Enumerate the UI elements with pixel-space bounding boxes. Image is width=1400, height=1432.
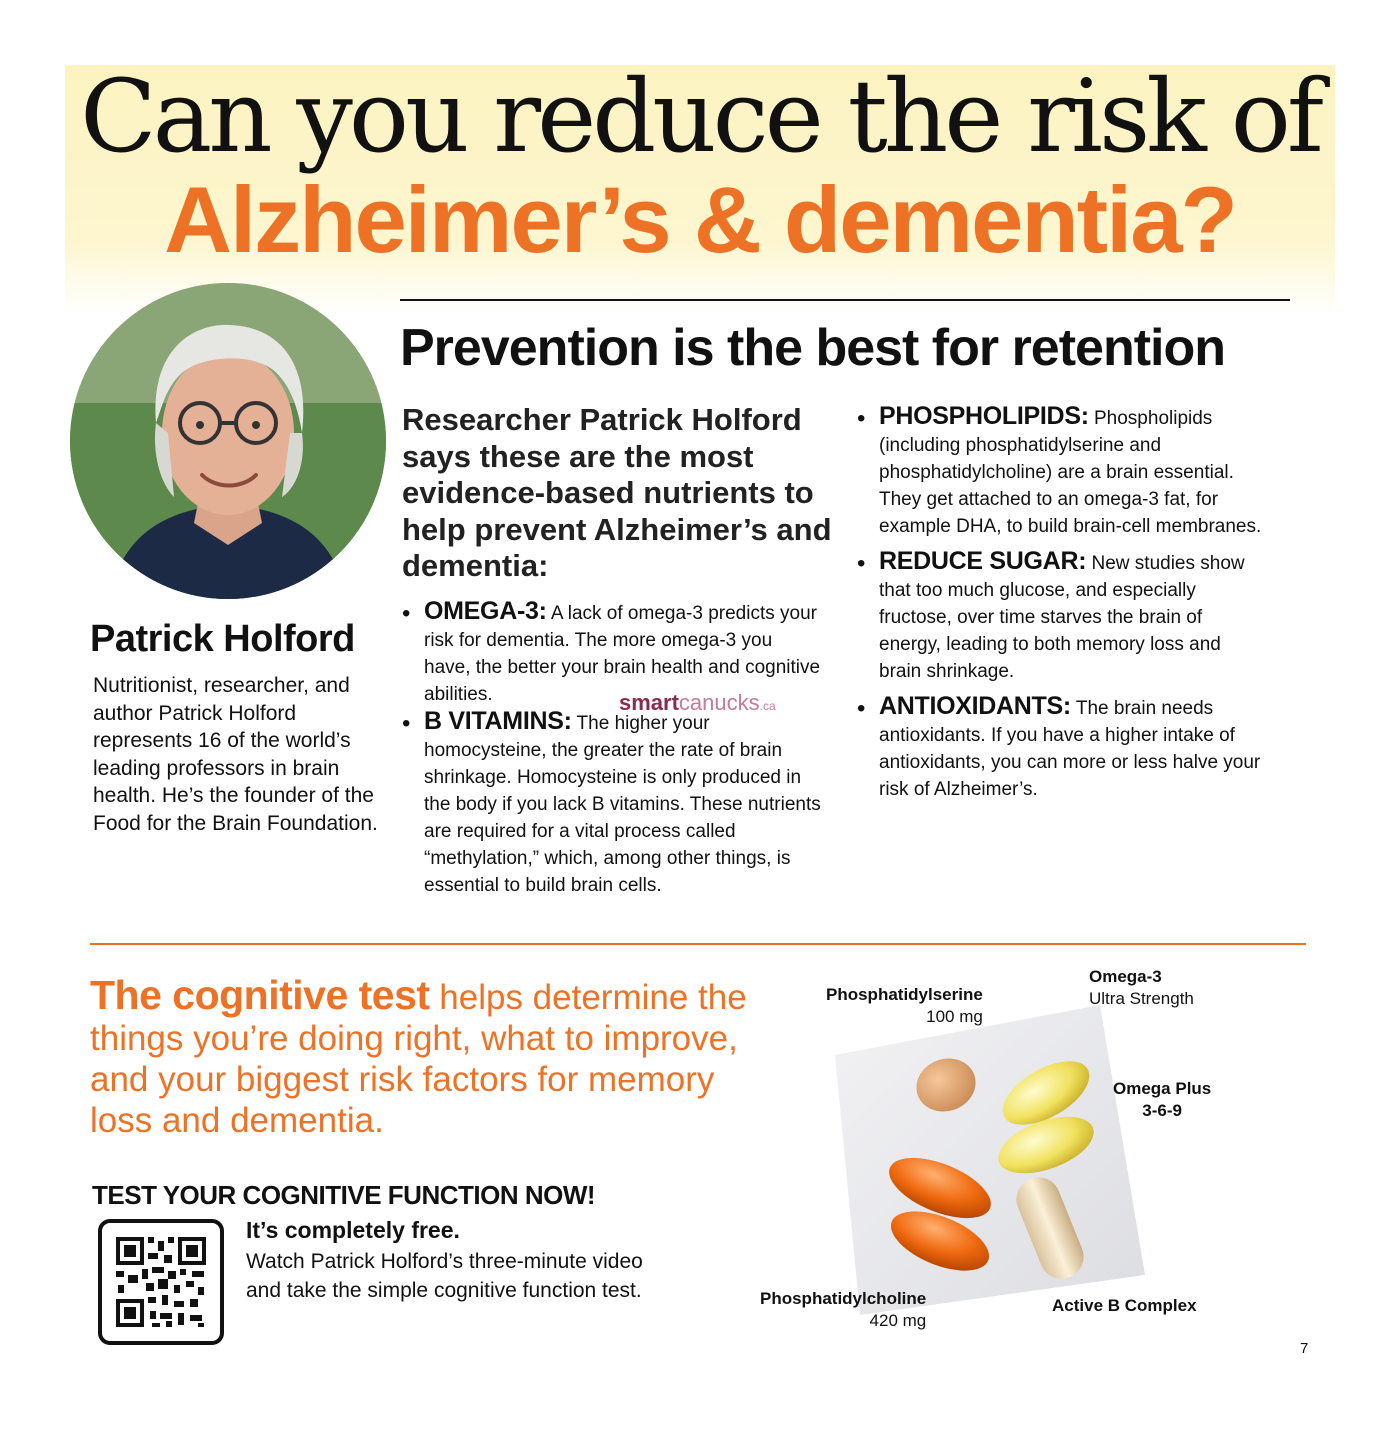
- person-bio: Nutritionist, researcher, and author Patrick Holford represents 16 of the world’s leading professors in brain health. He’s the founder of the Food for the Brain Foundation.: [93, 674, 378, 835]
- section-divider: [90, 943, 1306, 945]
- bullet-term: OMEGA-3:: [424, 597, 547, 625]
- label-phosphatidylserine: Phosphatidylserine 100 mg: [826, 985, 983, 1026]
- portrait-photo: [70, 283, 386, 599]
- bullet-term: REDUCE SUGAR:: [879, 547, 1087, 575]
- cta-heading: TEST YOUR COGNITIVE FUNCTION NOW!: [92, 1180, 596, 1210]
- nutrient-list-right: [857, 403, 1267, 803]
- free-note: It’s completely free.: [246, 1217, 460, 1243]
- label-active-b-complex: Active B Complex: [1052, 1296, 1197, 1315]
- bullet-term: B VITAMINS:: [424, 707, 572, 735]
- section-heading: Prevention is the best for retention: [400, 319, 1226, 377]
- promo-emphasis: The cognitive test: [90, 972, 430, 1018]
- bullet-text: The brain needs antioxidants. If you have a higher intake of antioxidants, you can more or less halve your risk of Alzheimer’s.: [879, 698, 1261, 800]
- list-item: [857, 403, 1267, 540]
- bullet-text: Phospholipids (including phosphatidylserine and phosphatidylcholine) are a brain essential. They get attached to an omega-3 fat, for example DHA, to build brain-cell membranes.: [879, 408, 1262, 537]
- headline-line-2: Alzheimer’s & dementia?: [164, 167, 1236, 272]
- label-omega-plus: Omega Plus 3-6-9: [1113, 1079, 1212, 1120]
- promo-rest: helps determine the things you’re doing right, what to improve, and your biggest risk factors for memory loss and dementia.: [90, 978, 747, 1140]
- headline-line-1: Can you reduce the risk of: [80, 58, 1320, 175]
- bullet-text: A lack of omega-3 predicts your risk for dementia. The more omega-3 you have, the better your brain health and cognitive abilities.: [424, 603, 821, 705]
- top-divider: [400, 299, 1290, 301]
- label-phosphatidylcholine: Phosphatidylcholine 420 mg: [760, 1289, 927, 1330]
- nutrient-list-left: [402, 598, 822, 899]
- bullet-text: The higher your homocysteine, the greater the rate of brain shrinkage. Homocysteine is only produced in the body if you lack B vitamins. These nutrients are required for a vital process called “methylation,” which, among other things, is essential to build brain cells.: [424, 713, 821, 896]
- qr-code[interactable]: [98, 1219, 224, 1345]
- list-item: [402, 708, 822, 899]
- bullet-term: ANTIOXIDANTS:: [879, 692, 1071, 720]
- bullet-term: PHOSPHOLIPIDS:: [879, 402, 1089, 430]
- list-item: [857, 548, 1267, 685]
- list-item: [857, 693, 1267, 803]
- article-intro: Researcher Patrick Holford says these are the most evidence-based nutrients to help prevent Alzheimer’s and dementia:: [402, 402, 832, 583]
- cta-instructions: Watch Patrick Holford’s three-minute video and take the simple cognitive function test.: [246, 1250, 643, 1302]
- promo-text: [90, 972, 780, 1141]
- page-number: 7: [1300, 1340, 1309, 1357]
- label-omega-3: Omega-3 Ultra Strength: [1089, 967, 1194, 1008]
- bullet-text: New studies show that too much glucose, and especially fructose, over time starves the brain of energy, leading to both memory loss and brain shrinkage.: [879, 553, 1245, 682]
- person-name: Patrick Holford: [90, 618, 355, 660]
- watermark-logo: smartcanucks.ca: [619, 690, 776, 715]
